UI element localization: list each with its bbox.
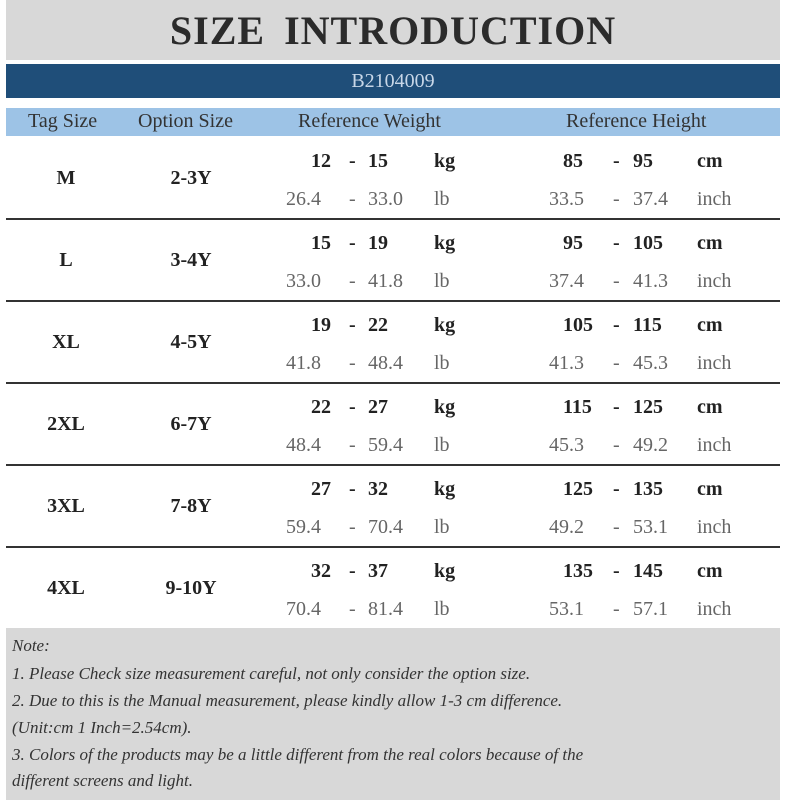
dash: - (613, 232, 620, 254)
header-reference-height: Reference Height (566, 110, 707, 132)
weight-lb-max: 59.4 (368, 434, 403, 456)
unit-cm: cm (697, 478, 723, 500)
weight-lb-min: 33.0 (286, 270, 321, 292)
note-line: 2. Due to this is the Manual measurement, please kindly allow 1-3 cm difference. (12, 691, 563, 710)
unit-cm: cm (697, 560, 723, 582)
dash: - (349, 434, 356, 456)
tag-size-cell: 3XL (47, 494, 85, 517)
weight-kg-max: 19 (368, 232, 388, 254)
height-cm-min: 135 (563, 560, 593, 582)
height-cm-min: 115 (563, 396, 592, 418)
height-cm-min: 85 (563, 150, 583, 172)
height-cm-min: 95 (563, 232, 583, 254)
unit-kg: kg (434, 478, 456, 500)
height-in-max: 49.2 (633, 434, 668, 456)
weight-kg-max: 15 (368, 150, 388, 172)
notes-heading: Note: (12, 636, 50, 655)
option-size-cell: 3-4Y (170, 248, 212, 271)
page-title: SIZE INTRODUCTION (6, 0, 780, 60)
dash: - (613, 396, 620, 418)
option-size-cell: 7-8Y (170, 494, 212, 517)
weight-lb-max: 48.4 (368, 352, 403, 374)
tag-size-cell: XL (52, 330, 80, 353)
table-row (6, 138, 780, 220)
unit-cm: cm (697, 150, 723, 172)
table-row (6, 466, 780, 548)
tag-size-cell: 4XL (47, 576, 85, 599)
height-cm-max: 95 (633, 150, 653, 172)
unit-kg: kg (434, 560, 456, 582)
note-line: different screens and light. (12, 771, 193, 790)
dash: - (613, 478, 620, 500)
size-chart (6, 0, 780, 800)
height-in-min: 37.4 (549, 270, 584, 292)
weight-kg-min: 32 (311, 560, 331, 582)
height-cm-max: 135 (633, 478, 663, 500)
dash: - (349, 352, 356, 374)
header-option-size: Option Size (138, 110, 233, 132)
weight-lb-min: 70.4 (286, 598, 321, 620)
height-cm-max: 105 (633, 232, 663, 254)
height-cm-min: 125 (563, 478, 593, 500)
unit-lb: lb (434, 352, 450, 374)
dash: - (613, 434, 620, 456)
weight-lb-min: 48.4 (286, 434, 321, 456)
weight-kg-min: 27 (311, 478, 331, 500)
header-tag-size: Tag Size (28, 110, 98, 132)
weight-lb-max: 81.4 (368, 598, 403, 620)
unit-kg: kg (434, 314, 456, 336)
height-cm-max: 115 (633, 314, 662, 336)
height-in-max: 41.3 (633, 270, 668, 292)
dash: - (613, 314, 620, 336)
weight-kg-max: 37 (368, 560, 388, 582)
weight-lb-min: 41.8 (286, 352, 321, 374)
table-row (6, 548, 780, 630)
unit-inch: inch (697, 188, 732, 210)
dash: - (613, 516, 620, 538)
dash: - (613, 150, 620, 172)
weight-kg-max: 22 (368, 314, 388, 336)
dash: - (349, 232, 356, 254)
tag-size-cell: 2XL (47, 412, 85, 435)
weight-kg-min: 19 (311, 314, 331, 336)
unit-inch: inch (697, 352, 732, 374)
dash: - (349, 516, 356, 538)
option-size-cell: 2-3Y (170, 166, 212, 189)
weight-lb-min: 59.4 (286, 516, 321, 538)
dash: - (349, 150, 356, 172)
height-in-max: 53.1 (633, 516, 668, 538)
dash: - (613, 560, 620, 582)
weight-kg-min: 15 (311, 232, 331, 254)
dash: - (349, 478, 356, 500)
unit-kg: kg (434, 150, 456, 172)
height-in-max: 57.1 (633, 598, 668, 620)
dash: - (613, 270, 620, 292)
dash: - (613, 352, 620, 374)
product-code: B2104009 (6, 64, 780, 98)
option-size-cell: 4-5Y (170, 330, 212, 353)
unit-cm: cm (697, 314, 723, 336)
dash: - (613, 598, 620, 620)
weight-kg-min: 22 (311, 396, 331, 418)
dash: - (349, 560, 356, 582)
height-in-max: 37.4 (633, 188, 668, 210)
height-in-min: 45.3 (549, 434, 584, 456)
dash: - (349, 188, 356, 210)
height-in-min: 49.2 (549, 516, 584, 538)
weight-kg-max: 32 (368, 478, 388, 500)
height-in-max: 45.3 (633, 352, 668, 374)
height-cm-max: 125 (633, 396, 663, 418)
unit-cm: cm (697, 232, 723, 254)
unit-inch: inch (697, 516, 732, 538)
weight-lb-max: 33.0 (368, 188, 403, 210)
unit-lb: lb (434, 270, 450, 292)
weight-lb-max: 41.8 (368, 270, 403, 292)
note-line: 1. Please Check size measurement careful, not only consider the option size. (12, 664, 531, 683)
height-in-min: 41.3 (549, 352, 584, 374)
unit-cm: cm (697, 396, 723, 418)
table-row (6, 220, 780, 302)
tag-size-cell: M (56, 166, 76, 189)
note-line: 3. Colors of the products may be a little different from the real colors because of the (12, 745, 584, 764)
unit-inch: inch (697, 270, 732, 292)
weight-kg-max: 27 (368, 396, 388, 418)
dash: - (349, 598, 356, 620)
height-in-min: 53.1 (549, 598, 584, 620)
dash: - (349, 314, 356, 336)
weight-kg-min: 12 (311, 150, 331, 172)
weight-lb-min: 26.4 (286, 188, 321, 210)
option-size-cell: 9-10Y (165, 576, 217, 599)
notes-panel (6, 628, 780, 800)
dash: - (613, 188, 620, 210)
height-cm-max: 145 (633, 560, 663, 582)
option-size-cell: 6-7Y (170, 412, 212, 435)
weight-lb-max: 70.4 (368, 516, 403, 538)
unit-kg: kg (434, 396, 456, 418)
unit-lb: lb (434, 516, 450, 538)
unit-lb: lb (434, 188, 450, 210)
unit-lb: lb (434, 598, 450, 620)
table-row (6, 302, 780, 384)
tag-size-cell: L (59, 248, 73, 271)
table-header (6, 108, 780, 136)
dash: - (349, 396, 356, 418)
unit-inch: inch (697, 598, 732, 620)
header-reference-weight: Reference Weight (298, 110, 441, 132)
height-cm-min: 105 (563, 314, 593, 336)
table-row (6, 384, 780, 466)
unit-inch: inch (697, 434, 732, 456)
unit-kg: kg (434, 232, 456, 254)
dash: - (349, 270, 356, 292)
note-line: (Unit:cm 1 Inch=2.54cm). (12, 718, 192, 737)
unit-lb: lb (434, 434, 450, 456)
height-in-min: 33.5 (549, 188, 584, 210)
